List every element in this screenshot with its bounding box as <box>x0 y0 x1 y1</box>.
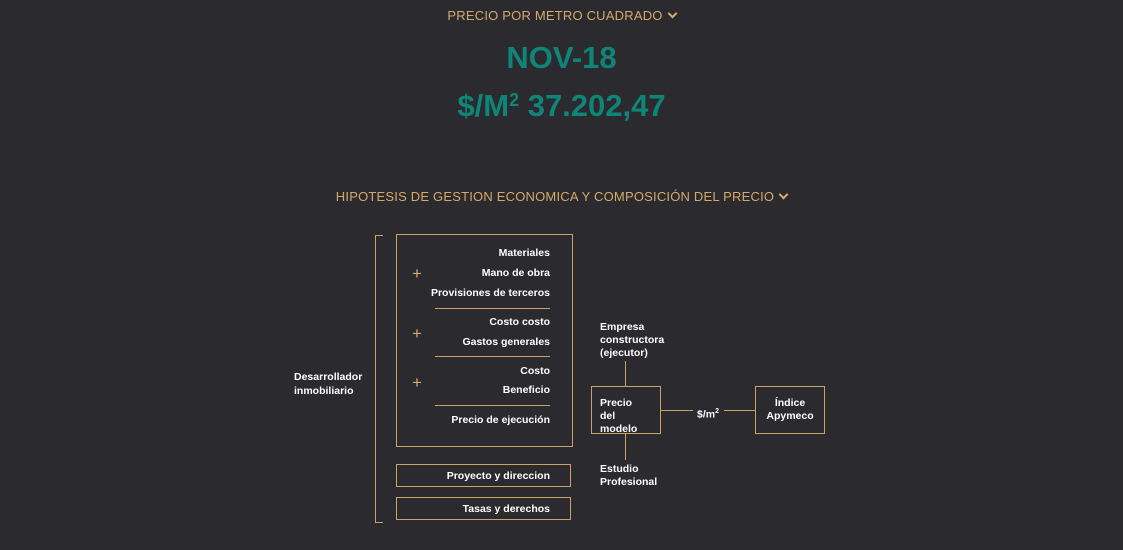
unit-label-text: $/m <box>697 408 716 421</box>
developer-bracket <box>375 235 383 523</box>
index-line1: Índice <box>774 397 806 409</box>
developer-label <box>294 370 366 398</box>
unit-superscript: 2 <box>715 408 719 415</box>
connector-line <box>625 434 626 460</box>
row-costo: Costo <box>520 365 550 377</box>
developer-label-line2: inmobiliario <box>294 385 354 397</box>
developer-label-line1: Desarrollador <box>294 371 363 383</box>
row-precio-ejecucion: Precio de ejecución <box>451 414 550 426</box>
hypothesis-toggle-label: HIPOTESIS DE GESTION ECONOMICA Y COMPOSICIÓN DEL PRECIO <box>335 189 775 204</box>
study-line1: Estudio <box>600 463 639 475</box>
connector-line <box>625 361 626 386</box>
price-prefix: $/M <box>457 88 510 123</box>
connector-line <box>661 410 693 411</box>
plus-icon: + <box>412 324 422 343</box>
plus-icon: + <box>412 264 422 283</box>
row-materiales: Materiales <box>498 247 550 259</box>
price-value: 37.202,47 <box>527 88 666 123</box>
divider <box>435 405 550 406</box>
connector-line <box>724 410 755 411</box>
divider <box>435 308 550 309</box>
project-box: Proyecto y direccion <box>396 464 571 487</box>
model-line2: del modelo <box>600 410 638 435</box>
study-line2: Profesional <box>600 476 658 488</box>
professional-study-label <box>600 463 657 489</box>
index-line2: Apymeco <box>766 410 814 422</box>
plus-icon: + <box>412 373 422 392</box>
row-gastos-generales: Gastos generales <box>462 336 550 348</box>
apymeco-index-box <box>755 386 825 434</box>
model-price-box <box>591 386 661 434</box>
taxes-box: Tasas y derechos <box>396 497 571 520</box>
row-costo-costo: Costo costo <box>489 316 550 328</box>
price-per-m2-toggle[interactable] <box>0 8 1123 23</box>
company-line1: Empresa <box>600 321 645 333</box>
price-per-m2-toggle-label: PRECIO POR METRO CUADRADO <box>447 8 663 23</box>
hypothesis-toggle[interactable] <box>0 189 1123 204</box>
company-line2: constructora <box>600 334 665 346</box>
construction-company-label <box>600 321 664 360</box>
divider <box>435 356 550 357</box>
unit-label <box>697 405 719 422</box>
row-provisiones: Provisiones de terceros <box>430 287 550 299</box>
row-mano-de-obra: Mano de obra <box>481 267 550 279</box>
company-line3: (ejecutor) <box>600 347 648 359</box>
price-value-title <box>0 88 1123 124</box>
period-title: NOV-18 <box>506 40 617 75</box>
model-line1: Precio <box>600 397 633 409</box>
price-superscript: 2 <box>509 90 520 110</box>
chevron-down-icon <box>667 9 677 19</box>
chevron-down-icon <box>779 190 789 200</box>
row-beneficio: Beneficio <box>502 384 550 396</box>
